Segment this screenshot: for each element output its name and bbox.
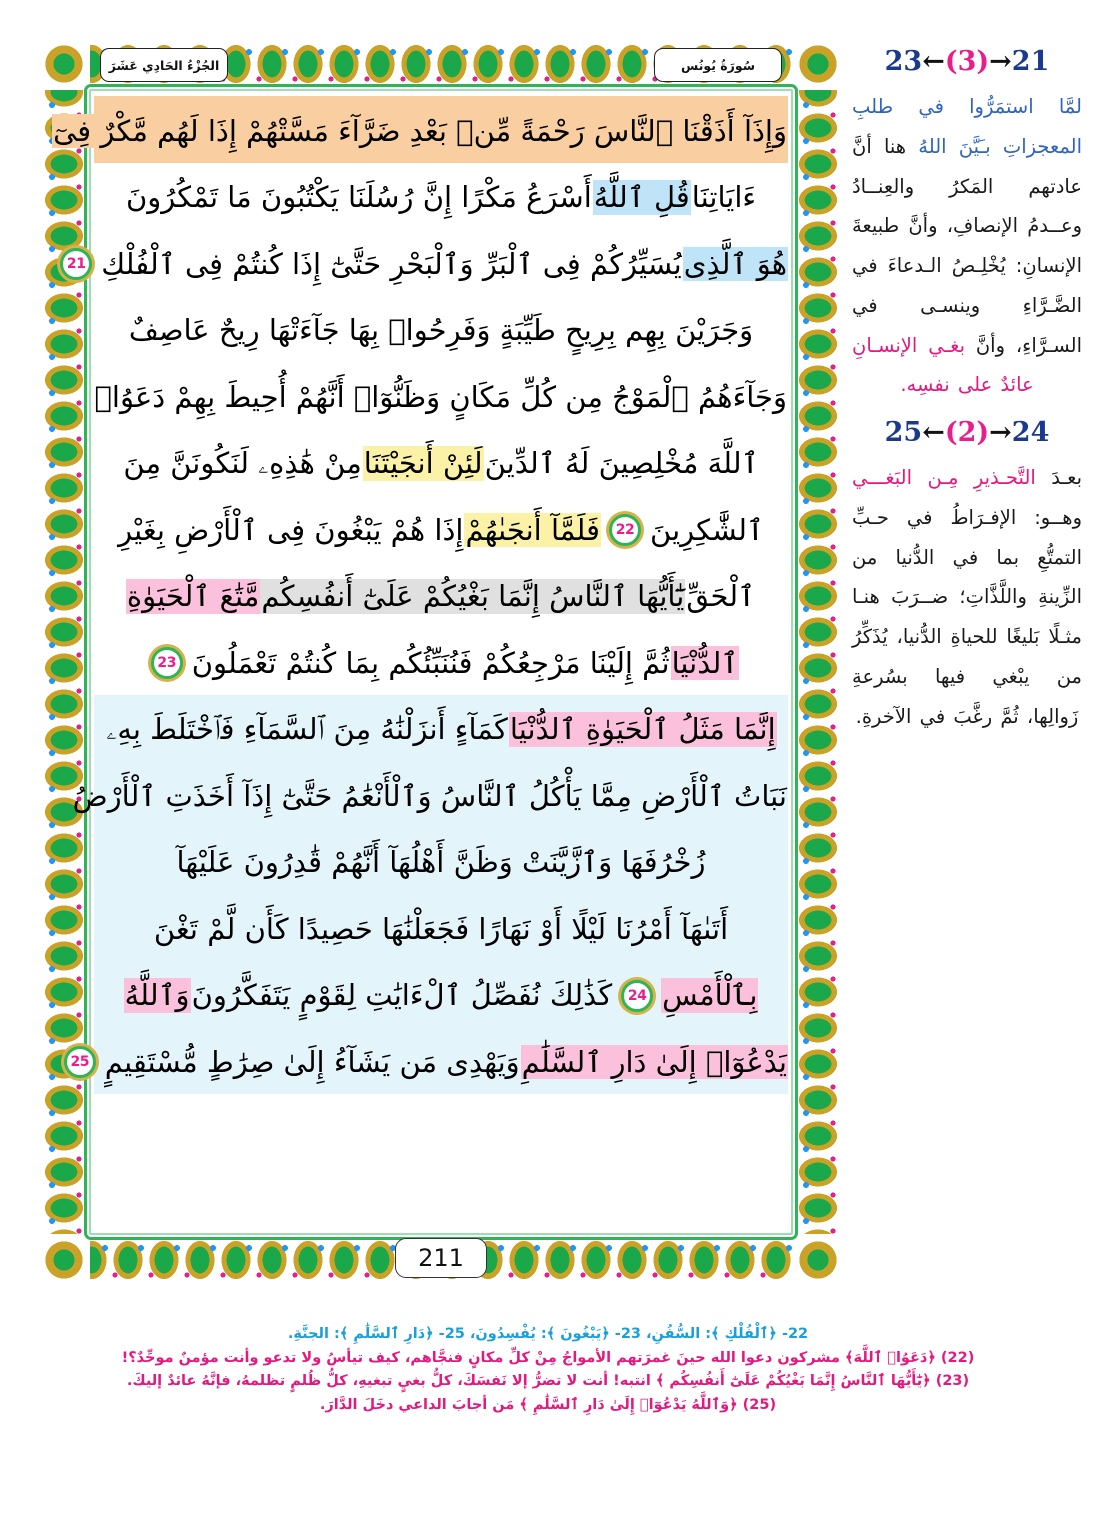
tafsir-paragraph-2 xyxy=(852,458,1082,736)
verse-segment: ٱلشَّٰكِرِينَ xyxy=(650,512,764,547)
tafsir-text-run: هنا أنَّ عادتهم المَكرُ والعِنــادُ وعــدمُ الإنصافِ، وأنَّ طبيعةَ الإنسانِ: يُخْلِـصُ الـدعاءَ في الضَّـرَّاءِ وينسـى في السـرَّاءِ، وأنَّ xyxy=(852,134,1082,357)
footnote-line: (22) ﴿دَعَوُا۟ ٱللَّهَ﴾ مشركون دعوا الله حينَ غمرَتهم الأمواجُ مِنْ كلِّ مكانٍ فنجَّاهم، كيف تيأسُ ولا تدعو وأنت مؤمنٌ موحِّدٌ؟! xyxy=(121,1349,975,1366)
quran-line xyxy=(94,362,788,429)
quran-line xyxy=(70,1027,788,1094)
verse-segment: ءَايَاتِنَا xyxy=(691,180,757,215)
quran-text-frame xyxy=(38,38,844,1286)
verse-segment: وَيَهْدِى مَن يَشَآءُ إِلَىٰ صِرَٰطٍ مُّسْتَقِيمٍ xyxy=(104,1044,520,1079)
verse-segment: هُوَ ٱلَّذِى xyxy=(683,246,787,281)
ayah-number: 24 xyxy=(621,980,653,1012)
ayah-number-marker xyxy=(60,1042,100,1082)
quran-line xyxy=(94,828,788,895)
quran-line xyxy=(94,628,788,695)
footnote-line: (23) ﴿يَٰٓأَيُّهَا ٱلنَّاسُ إِنَّمَا بَغْيُكُمْ عَلَىٰٓ أَنفُسِكُم ﴾ انتبه! أنت لا تضرُّ إلا نَفسَكَ، كلُّ بغيٍ تبغيهِ، كلُّ ظُلمٍ تظلمهُ، فإنَّهُ عائدٌ إليكَ. xyxy=(126,1373,970,1390)
verse-segment: ٱلدُّنْيَا xyxy=(671,645,739,680)
verse-segment: إِنَّمَا مَثَلُ ٱلْحَيَوٰةِ ٱلدُّنْيَا xyxy=(509,712,776,747)
quran-line xyxy=(72,761,788,828)
quran-line xyxy=(94,695,788,762)
page-number: 211 xyxy=(395,1238,487,1278)
verse-segment: قُلِ ٱللَّهُ xyxy=(593,180,690,215)
ornament-border-left xyxy=(38,38,90,1286)
verse-segment: ثُمَّ إِلَيْنَا مَرْجِعُكُمْ فَنُنَبِّئُكُم بِمَا كُنتُمْ تَعْمَلُونَ xyxy=(191,645,670,680)
quran-line xyxy=(94,961,788,1028)
arrow-left-2: ← xyxy=(922,417,945,449)
verse-segment: يَدْعُوٓا۟ إِلَىٰ دَارِ ٱلسَّلَٰمِ xyxy=(521,1044,787,1079)
surah-name-cartouche: سُورَةُ يُونُس xyxy=(654,48,782,82)
range-mid-1: (3) xyxy=(944,46,990,77)
quran-line xyxy=(94,562,788,629)
tafsir-text-run: وهــو: الإفـرَاطُ في حـبِّ التمتُّعِ بما في الدُّنيا من الزِّينةِ واللَّذَّاتِ؛ ضــرَبَ هنـا مثـلًا بَليغًا للحياةِ الدُّنيا، يُذَكِّرُ من يبْغي فيها بسُرعةِ زَوالِها، ثُمَّ رغَّبَ في الآخرةِ. xyxy=(852,505,1082,728)
tafsir-text-run: لمَّا استمَرُّوا في طلبِ المعجزاتِ بـَيَّنَ اللهُ xyxy=(852,95,1083,158)
footnote-line: (25) ﴿وَٱللَّهُ يَدْعُوٓا۟ إِلَىٰ دَارِ ٱلسَّلَٰمِ ﴾ مَن أجابَ الداعي دخَلَ الدَّارَ. xyxy=(319,1396,777,1413)
ayah-number-marker xyxy=(147,643,187,683)
tafsir-text-run: بغـي الإنسـانِ عائدٌ على نفسِه. xyxy=(852,333,1034,397)
tafsir-text-run: التَّحـذيرِ مِـن البَغـــي xyxy=(852,466,1036,490)
footnotes-section xyxy=(14,1323,1082,1417)
range-right-2: 24 xyxy=(1011,417,1050,449)
quran-line xyxy=(53,96,788,163)
verse-segment: يُسَيِّرُكُمْ فِى ٱلْبَرِّ وَٱلْبَحْرِ حَتَّىٰٓ إِذَا كُنتُمْ فِى ٱلْفُلْكِ xyxy=(101,246,682,281)
tafsir-sidebar xyxy=(846,44,1096,748)
tafsir-text-run: بعـدَ xyxy=(1035,466,1082,490)
verse-segment: لَئِنْ أَنجَيْتَنَا xyxy=(363,446,483,481)
ornament-corner-bottom-left xyxy=(38,1234,90,1286)
verse-segment: زُخْرُفَهَا وَٱزَّيَّنَتْ وَظَنَّ أَهْلُهَآ أَنَّهُمْ قَٰدِرُونَ عَلَيْهَآ xyxy=(176,845,706,880)
verse-segment: أَسْرَعُ مَكْرًا إِنَّ رُسُلَنَا يَكْتُبُونَ مَا تَمْكُرُونَ xyxy=(125,180,592,215)
quran-verses-container xyxy=(53,96,788,1230)
quran-line xyxy=(66,229,788,296)
verse-segment: وَإِذَآ أَذَقْنَا ٱلنَّاسَ رَحْمَةً مِّنۢ بَعْدِ ضَرَّآءَ مَسَّتْهُمْ إِذَا لَهُم مَّكْرٌ فِىٓ xyxy=(53,113,787,148)
range-right-1: 21 xyxy=(1011,46,1050,77)
quran-line xyxy=(94,296,788,363)
verse-segment: بِٱلْأَمْسِ xyxy=(662,978,758,1013)
range-left-1: 23 xyxy=(884,46,923,77)
ayah-number-marker xyxy=(617,976,657,1016)
footnote-line: 22- ﴿ٱلْفُلْكِ ﴾: السُّفُنِ، 23- ﴿يَبْغُونَ ﴾: يُفْسِدُونَ، 25- ﴿دَارِ ٱلسَّلَٰمِ ﴾: الجنَّةِ. xyxy=(287,1326,809,1343)
ayah-number-marker xyxy=(605,510,645,550)
verse-segment: كَمَآءٍ أَنزَلْنَٰهُ مِنَ ٱلسَّمَآءِ فَٱخْتَلَطَ بِهِۦ xyxy=(106,712,508,747)
verse-segment: ٱلْحَقِّ xyxy=(686,579,756,614)
verse-segment: مَّتَٰعَ ٱلْحَيَوٰةِ xyxy=(126,579,260,614)
quran-line xyxy=(94,894,788,961)
arrow-right-2: → xyxy=(989,417,1012,449)
ayah-number: 23 xyxy=(151,647,183,679)
verse-range-indicator-1 xyxy=(852,46,1082,77)
ayah-number: 25 xyxy=(64,1046,96,1078)
ornament-corner-top-left xyxy=(38,38,90,90)
ornament-corner-top-right xyxy=(792,38,844,90)
range-left-2: 25 xyxy=(884,417,923,449)
verse-segment: فَلَمَّآ أَنجَىٰهُمْ xyxy=(465,512,601,547)
verse-segment: أَتَىٰهَآ أَمْرُنَا لَيْلًا أَوْ نَهَارًا فَجَعَلْنَٰهَا حَصِيدًا كَأَن لَّمْ تَغْنَ xyxy=(153,911,729,946)
verse-segment: مِنْ هَٰذِهِۦ لَنَكُونَنَّ مِنَ xyxy=(123,446,362,481)
verse-segment: وَٱللَّهُ xyxy=(124,978,190,1013)
verse-segment: كَذَٰلِكَ نُفَصِّلُ ٱلْءَايَٰتِ لِقَوْمٍ يَتَفَكَّرُونَ xyxy=(191,978,613,1013)
quran-line xyxy=(94,429,788,496)
verse-segment: إِذَا هُمْ يَبْغُونَ فِى ٱلْأَرْضِ بِغَيْرِ xyxy=(118,512,464,547)
arrow-left-1: ← xyxy=(922,46,945,77)
tafsir-paragraph-1 xyxy=(852,87,1082,405)
quran-line xyxy=(94,495,788,562)
juz-name-cartouche: الجُزْءُ الحَادِي عَشَرَ xyxy=(100,48,228,82)
ayah-number: 21 xyxy=(60,248,92,280)
quran-line xyxy=(94,163,788,230)
verse-segment: يَٰٓأَيُّهَا ٱلنَّاسُ إِنَّمَا بَغْيُكُمْ عَلَىٰٓ أَنفُسِكُم xyxy=(261,579,685,614)
verse-segment: نَبَاتُ ٱلْأَرْضِ مِمَّا يَأْكُلُ ٱلنَّاسُ وَٱلْأَنْعَٰمُ حَتَّىٰٓ إِذَآ أَخَذَتِ ٱلْأَرْضُ xyxy=(72,778,787,813)
ayah-number: 22 xyxy=(609,514,641,546)
ornament-corner-bottom-right xyxy=(792,1234,844,1286)
verse-segment: وَجَرَيْنَ بِهِم بِرِيحٍ طَيِّبَةٍ وَفَرِحُوا۟ بِهَا جَآءَتْهَا رِيحٌ عَاصِفٌ xyxy=(128,313,754,348)
ornament-border-right xyxy=(792,38,844,1286)
verse-segment: وَجَآءَهُمُ ٱلْمَوْجُ مِن كُلِّ مَكَانٍ وَظَنُّوٓا۟ أَنَّهُمْ أُحِيطَ بِهِمْ دَعَوُا۟ xyxy=(94,379,787,414)
ayah-number-marker xyxy=(56,244,96,284)
range-mid-2: (2) xyxy=(944,417,990,449)
verse-segment: ٱللَّهَ مُخْلِصِينَ لَهُ ٱلدِّينَ xyxy=(484,446,759,481)
verse-range-indicator-2 xyxy=(852,417,1082,448)
arrow-right-1: → xyxy=(989,46,1012,77)
